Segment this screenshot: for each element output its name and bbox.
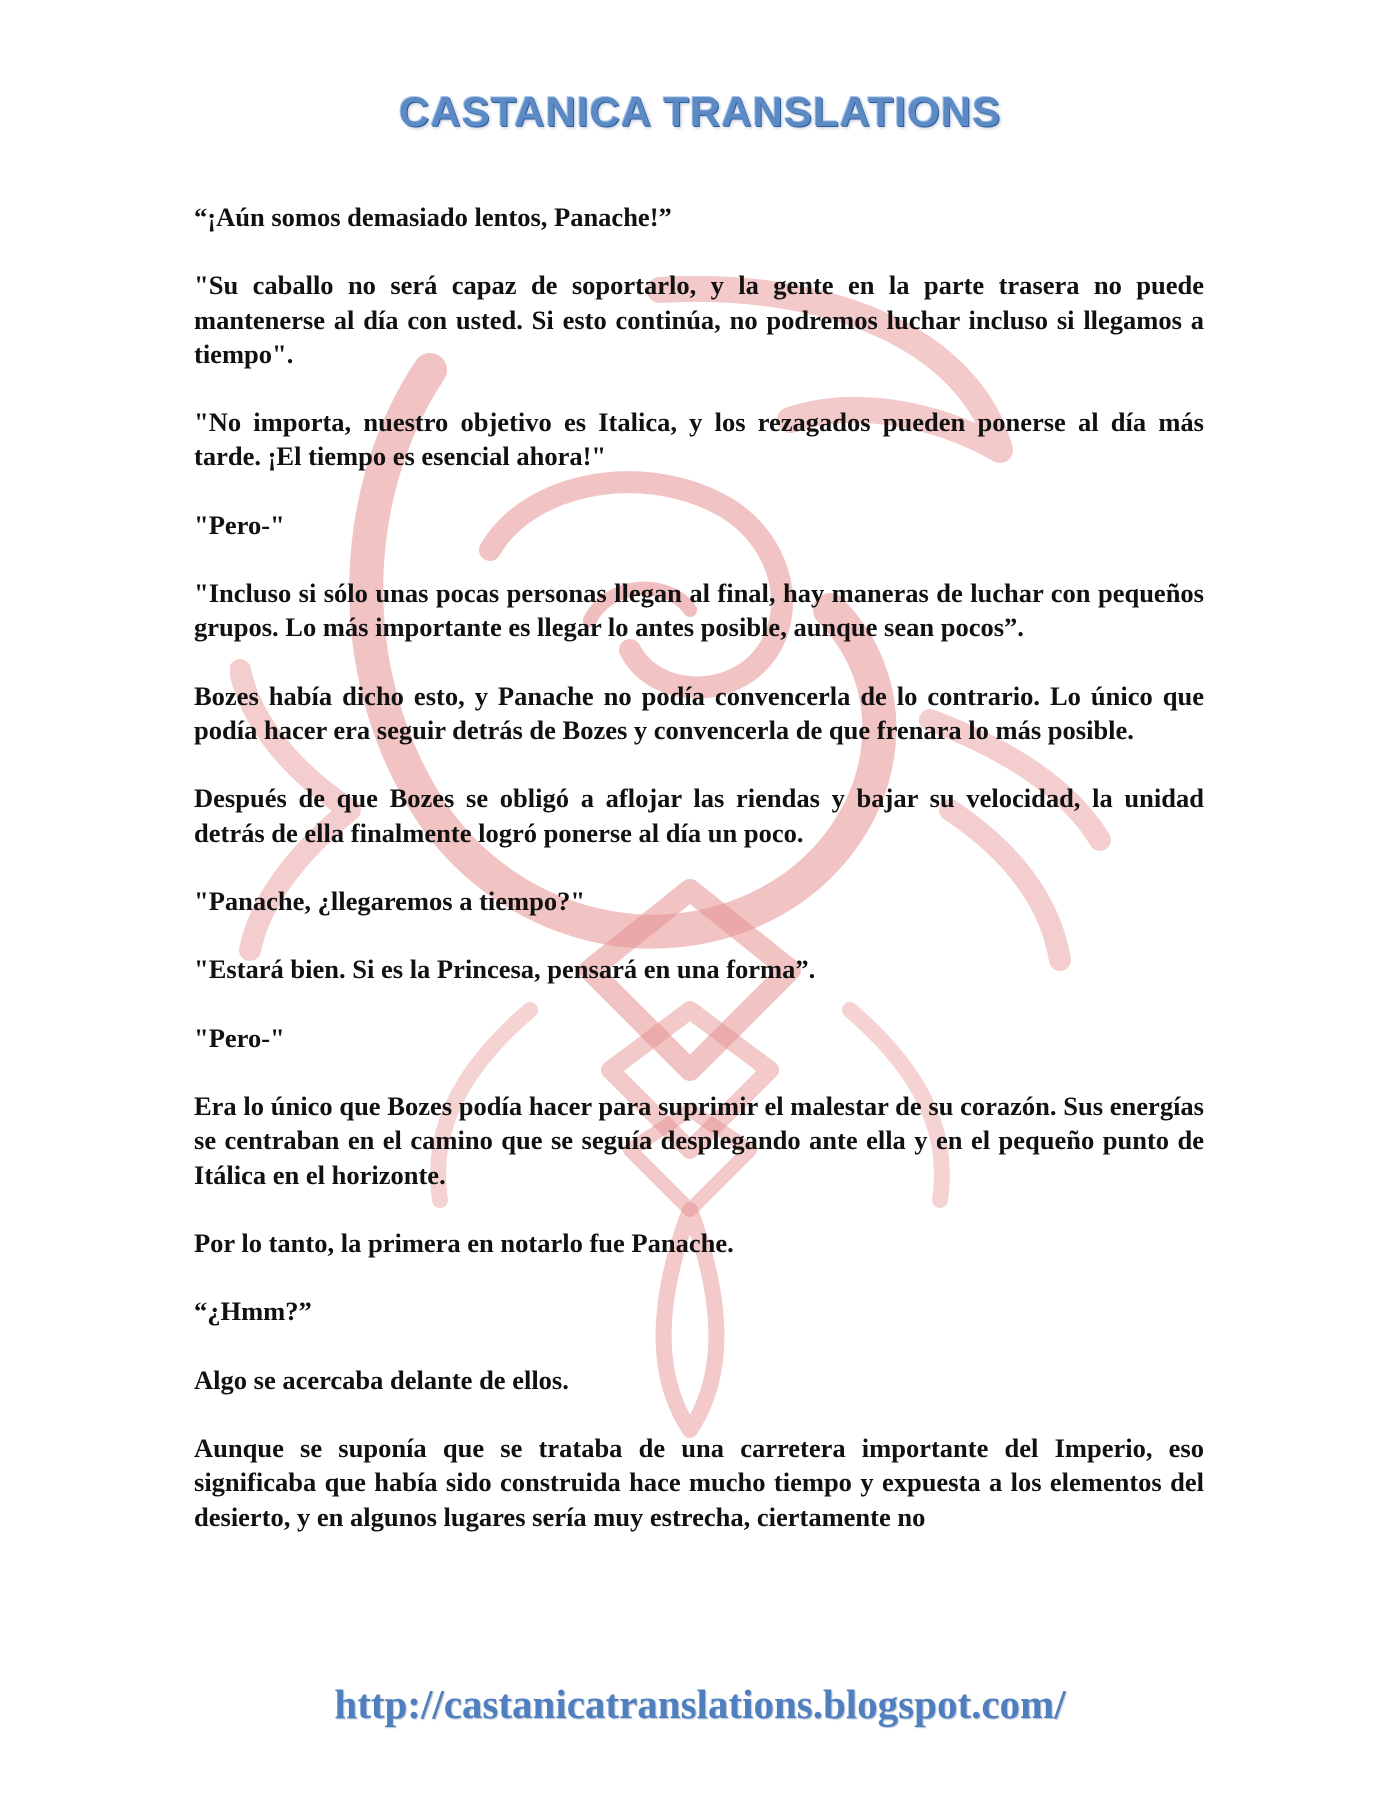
paragraph: "Su caballo no será capaz de soportarlo, y la gente en la parte trasera no puede mantenerse al día con usted. Si esto continúa, no podremos luchar incluso si llegamos a tiempo". — [194, 270, 1204, 369]
paragraph: Algo se acercaba delante de ellos. — [194, 1364, 569, 1395]
paragraph: Después de que Bozes se obligó a aflojar las riendas y bajar su velocidad, la unidad detrás de ella finalmente logró ponerse al día un poco. — [194, 783, 1204, 848]
paragraph: “¡Aún somos demasiado lentos, Panache!” — [194, 202, 672, 232]
document-body — [194, 200, 1204, 1568]
paragraph: "Pero-" — [194, 1022, 285, 1053]
paragraph: "Pero-" — [194, 509, 285, 540]
paragraph: Bozes había dicho esto, y Panache no podía convencerla de lo contrario. Lo único que podía hacer era seguir detrás de Bozes y convencerla de que frenara lo más posible. — [194, 680, 1204, 745]
paragraph: Aunque se suponía que se trataba de una carretera importante del Imperio, eso significaba que había sido construida hace mucho tiempo y expuesta a los elementos del desierto, y en algunos lugares sería muy estrecha, ciertamente no — [194, 1433, 1204, 1532]
paragraph: "No importa, nuestro objetivo es Italica, y los rezagados pueden ponerse al día más tarde. ¡El tiempo es esencial ahora!" — [194, 407, 1204, 472]
site-header-title: CASTANICA TRANSLATIONS — [398, 88, 1002, 135]
paragraph: Por lo tanto, la primera en notarlo fue Panache. — [194, 1227, 734, 1258]
footer-url-link[interactable]: http://castanicatranslations.blogspot.com/ — [334, 1681, 1066, 1727]
paragraph: "Incluso si sólo unas pocas personas llegan al final, hay maneras de luchar con pequeños grupos. Lo más importante es llegar lo antes posible, aunque sean pocos”. — [194, 578, 1204, 643]
paragraph: "Estará bien. Si es la Princesa, pensará en una forma”. — [194, 954, 816, 985]
paragraph: "Panache, ¿llegaremos a tiempo?" — [194, 885, 586, 916]
paragraph: “¿Hmm?” — [194, 1296, 312, 1327]
paragraph: Era lo único que Bozes podía hacer para suprimir el malestar de su corazón. Sus energías se centraban en el camino que se seguía desplegando ante ella y en el pequeño punto de Itálica en el horizonte. — [194, 1091, 1204, 1190]
